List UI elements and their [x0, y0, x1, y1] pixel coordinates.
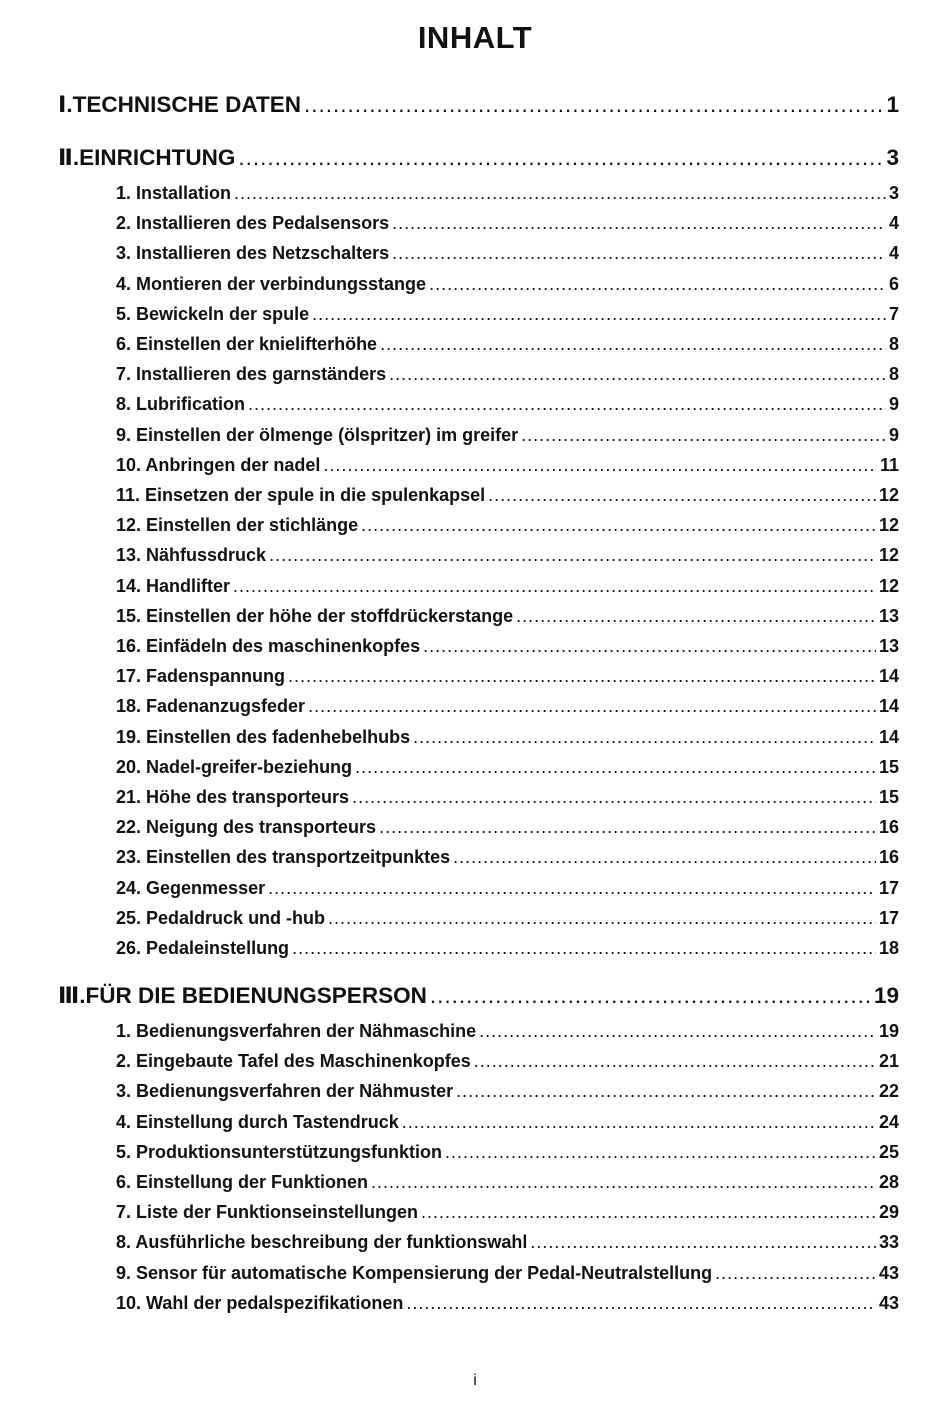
toc-entry[interactable]: [116, 243, 899, 264]
dot-leader: [380, 334, 886, 355]
toc-entry[interactable]: [116, 727, 899, 748]
toc-entry-page: 12: [878, 485, 899, 505]
dot-leader: [292, 938, 876, 959]
dot-leader: [371, 1172, 876, 1193]
dot-leader: [233, 576, 876, 597]
toc-entry[interactable]: [116, 1051, 899, 1072]
dot-leader: [516, 606, 876, 627]
toc-entry[interactable]: [116, 304, 899, 325]
toc-section-einrichtung[interactable]: [58, 145, 899, 171]
toc-entry-page: 19: [878, 1021, 899, 1041]
toc-entry-label: 6. Einstellung der Funktionen: [116, 1172, 369, 1192]
toc-entry-page: 8: [888, 334, 899, 354]
dot-leader: [328, 908, 876, 929]
page-footer-number: i: [473, 1372, 477, 1389]
toc-entry-label: 9. Einstellen der ölmenge (ölspritzer) im greifer: [116, 424, 519, 445]
toc-entry[interactable]: [116, 515, 899, 536]
toc-entry-label: 10. Wahl der pedalspezifikationen: [116, 1292, 404, 1313]
toc-entry-page: 6: [888, 273, 899, 294]
dot-leader: [479, 1021, 876, 1042]
toc-entry[interactable]: [116, 908, 899, 929]
toc-entry-label: 22. Neigung des transporteurs: [116, 817, 377, 838]
toc-entry-label: 25. Pedaldruck und -hub: [116, 907, 326, 928]
toc-entry-label: 21. Höhe des transporteurs: [116, 787, 350, 807]
toc-entry[interactable]: [116, 1232, 899, 1253]
dot-leader: [430, 983, 871, 1009]
toc-entry-page: 12: [878, 575, 899, 596]
toc-entry[interactable]: [116, 183, 899, 204]
toc-entry-page: 18: [878, 938, 899, 958]
toc-entry[interactable]: [116, 274, 899, 295]
toc-entry-page: 25: [878, 1141, 899, 1162]
dot-leader: [445, 1142, 876, 1163]
dot-leader: [530, 1232, 876, 1253]
toc-entry-label: 13. Nähfussdruck: [116, 545, 267, 566]
toc-entry-page: 12: [878, 515, 899, 536]
toc-entry-page: 17: [878, 907, 899, 928]
toc-entry-label: 2. Installieren des Pedalsensors: [116, 213, 390, 234]
toc-entry[interactable]: [116, 938, 899, 959]
toc-entry[interactable]: [116, 364, 899, 385]
toc-entry[interactable]: [116, 455, 899, 476]
toc-entry-page: 28: [878, 1172, 899, 1192]
toc-entry-page: 12: [878, 545, 899, 566]
dot-leader: [268, 878, 876, 899]
toc-entry[interactable]: [116, 1172, 899, 1193]
toc-entry-label: 16. Einfädeln des maschinenkopfes: [116, 636, 421, 656]
dot-leader: [304, 92, 884, 118]
dot-leader: [392, 243, 886, 264]
toc-entry-page: 4: [888, 213, 899, 234]
toc-entry-label: 26. Pedaleinstellung: [116, 938, 290, 958]
dot-leader: [379, 817, 876, 838]
toc-entry-label: 5. Bewickeln der spule: [116, 303, 310, 324]
toc-entry-label: 7. Installieren des garnständers: [116, 364, 387, 385]
toc-entry-page: 17: [878, 877, 899, 898]
toc-entry[interactable]: [116, 213, 899, 234]
toc-entry[interactable]: [116, 1142, 899, 1163]
toc-entry-label: 1. Installation: [116, 183, 232, 203]
toc-entry-page: 22: [878, 1081, 899, 1102]
toc-entry[interactable]: [116, 485, 899, 506]
dot-leader: [389, 364, 886, 385]
toc-entry-label: 3. Bedienungsverfahren der Nähmuster: [116, 1081, 454, 1102]
toc-entry-page: 16: [878, 817, 899, 838]
toc-entry-page: 15: [878, 756, 899, 777]
toc-entry-label: 7. Liste der Funktionseinstellungen: [116, 1202, 419, 1223]
dot-leader: [308, 696, 876, 717]
page-number: 1: [886, 92, 899, 117]
toc-entry[interactable]: [116, 1202, 899, 1223]
toc-entry-label: 4. Einstellung durch Tastendruck: [116, 1111, 399, 1132]
toc-entry-page: 13: [878, 605, 899, 626]
dot-leader: [312, 304, 886, 325]
dot-leader: [413, 727, 876, 748]
toc-entry-label: 8. Lubrification: [116, 394, 246, 415]
toc-entry-label: 17. Fadenspannung: [116, 666, 286, 687]
section-label: FÜR DIE BEDIENUNGSPERSON: [85, 983, 427, 1008]
toc-entry[interactable]: [116, 1293, 899, 1314]
toc-entry-page: 4: [888, 243, 899, 264]
toc-entry-label: 5. Produktionsunterstützungsfunktion: [116, 1141, 442, 1162]
toc-entry-page: 21: [878, 1051, 899, 1072]
toc-entry-label: 1. Bedienungsverfahren der Nähmaschine: [116, 1021, 477, 1041]
toc-entry-label: 19. Einstellen des fadenhebelhubs: [116, 726, 411, 747]
toc-entry-page: 33: [878, 1232, 899, 1253]
dot-leader: [355, 757, 876, 778]
toc-entry[interactable]: [116, 696, 899, 717]
toc-entry-label: 18. Fadenanzugsfeder: [116, 696, 306, 717]
toc-entry-page: 15: [878, 787, 899, 807]
toc-entry-page: 24: [878, 1111, 899, 1132]
toc-entry-page: 43: [878, 1262, 899, 1283]
toc-entry-label: 6. Einstellen der knielifterhöhe: [116, 334, 378, 354]
toc-entry[interactable]: [116, 394, 899, 415]
dot-leader: [352, 787, 876, 808]
toc-entry[interactable]: [116, 1021, 899, 1042]
toc-entry-page: 3: [888, 183, 899, 203]
toc-entry-page: 9: [888, 394, 899, 415]
toc-entry[interactable]: [116, 425, 899, 446]
dot-leader: [715, 1263, 876, 1284]
dot-leader: [361, 515, 876, 536]
toc-entry-label: 10. Anbringen der nadel: [116, 454, 321, 475]
dot-leader: [474, 1051, 876, 1072]
toc-entry-page: 29: [878, 1202, 899, 1223]
page-number: 3: [886, 145, 899, 170]
dot-leader: [248, 394, 886, 415]
toc-entry[interactable]: [116, 1112, 899, 1133]
toc-entry-label: 8. Ausführliche beschreibung der funktionswahl: [116, 1232, 528, 1253]
section-number: Ⅱ.: [58, 145, 80, 170]
toc-entry-page: 43: [878, 1292, 899, 1313]
section-number: Ⅲ.: [58, 983, 86, 1008]
toc-entry[interactable]: [116, 576, 899, 597]
dot-leader: [234, 183, 886, 204]
toc-entry-label: 9. Sensor für automatische Kompensierung der Pedal-Neutralstellung: [116, 1262, 713, 1283]
section-label: TECHNISCHE DATEN: [72, 92, 301, 117]
toc-entry-page: 16: [878, 847, 899, 868]
toc-entry[interactable]: [116, 606, 899, 627]
toc-entry[interactable]: [116, 1081, 899, 1102]
toc-entry-page: 14: [878, 726, 899, 747]
toc-entry[interactable]: [116, 334, 899, 355]
dot-leader: [392, 213, 886, 234]
toc-entry-page: 14: [878, 696, 899, 717]
dot-leader: [488, 485, 876, 506]
section-label: EINRICHTUNG: [79, 145, 236, 170]
dot-leader: [238, 145, 883, 171]
toc-entry-page: 13: [878, 636, 899, 656]
dot-leader: [402, 1112, 876, 1133]
dot-leader: [269, 545, 876, 566]
toc-entry-label: 2. Eingebaute Tafel des Maschinenkopfes: [116, 1051, 471, 1072]
dot-leader: [423, 636, 876, 657]
dot-leader: [521, 425, 886, 446]
toc-entry-label: 15. Einstellen der höhe der stoffdrückerstange: [116, 605, 514, 626]
toc-entry-label: 4. Montieren der verbindungsstange: [116, 273, 427, 294]
dot-leader: [421, 1202, 876, 1223]
dot-leader: [406, 1293, 876, 1314]
toc-section-technische-daten[interactable]: [58, 92, 899, 118]
dot-leader: [288, 666, 876, 687]
toc-entry-label: 23. Einstellen des transportzeitpunktes: [116, 847, 451, 868]
page-title: INHALT: [417, 20, 533, 55]
toc-entry[interactable]: [116, 787, 899, 808]
dot-leader: [323, 455, 877, 476]
toc-entry[interactable]: [116, 636, 899, 657]
toc-entry-page: 11: [879, 454, 899, 475]
toc-entry[interactable]: [116, 757, 899, 778]
toc-entry[interactable]: [116, 666, 899, 687]
toc-entry-label: 24. Gegenmesser: [116, 877, 266, 898]
dot-leader: [429, 274, 886, 295]
page-number: 19: [873, 983, 899, 1008]
toc-entry-page: 9: [888, 424, 899, 445]
dot-leader: [456, 1081, 876, 1102]
toc-entry-label: 20. Nadel-greifer-beziehung: [116, 756, 353, 777]
toc-entry[interactable]: [116, 545, 899, 566]
toc-entry-label: 12. Einstellen der stichlänge: [116, 515, 359, 536]
dot-leader: [453, 847, 876, 868]
toc-entry-page: 8: [888, 364, 899, 385]
toc-entry-label: 11. Einsetzen der spule in die spulenkapsel: [116, 485, 486, 505]
toc-entry-page: 14: [878, 666, 899, 687]
toc-entry-label: 3. Installieren des Netzschalters: [116, 243, 390, 264]
section-number: Ⅰ.: [58, 92, 73, 117]
toc-section-bedienungsperson[interactable]: [58, 983, 899, 1009]
toc-entry[interactable]: [116, 817, 899, 838]
toc-entry[interactable]: [116, 847, 899, 868]
toc-entry-page: 7: [888, 303, 899, 324]
toc-entry-label: 14. Handlifter: [116, 575, 231, 596]
toc-entry[interactable]: [116, 878, 899, 899]
toc-entry[interactable]: [116, 1263, 899, 1284]
